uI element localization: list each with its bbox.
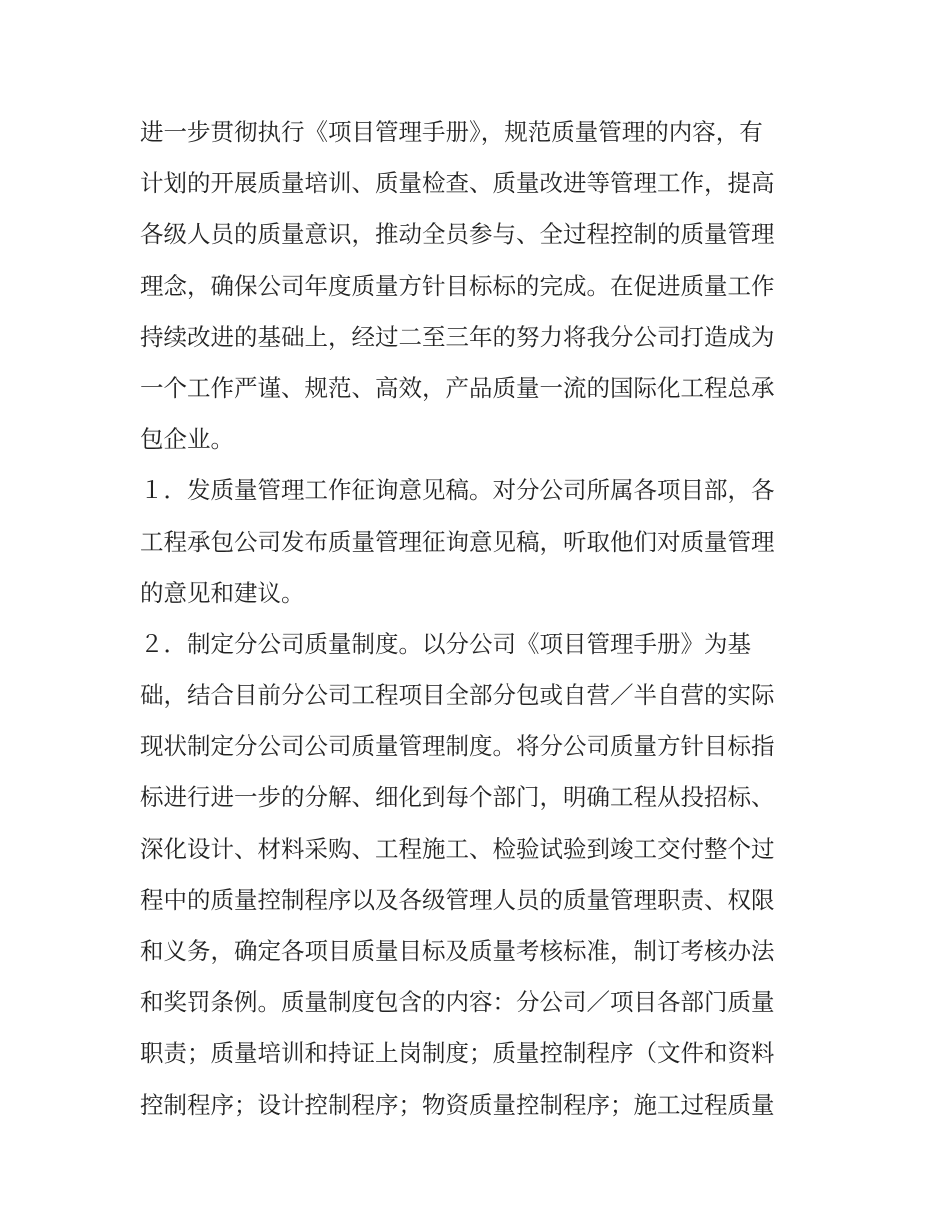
- text-line: 础，结合目前分公司工程项目全部分包或自营／半自营的实际: [140, 681, 775, 710]
- text-line: 和奖罚条例。质量制度包含的内容：分公司／项目各部门质量: [140, 988, 775, 1017]
- text-line: 职责；质量培训和持证上岗制度；质量控制程序（文件和资料: [140, 1039, 775, 1068]
- text-line: 计划的开展质量培训、质量检查、质量改进等管理工作，提高: [140, 169, 775, 198]
- text-line: 一个工作严谨、规范、高效，产品质量一流的国际化工程总承: [140, 373, 775, 402]
- text-line: 进一步贯彻执行《项目管理手册》，规范质量管理的内容，有: [140, 118, 763, 146]
- text-line: 和义务，确定各项目质量目标及质量考核标准，制订考核办法: [140, 937, 775, 965]
- text-line: 控制程序；设计控制程序；物资质量控制程序；施工过程质量: [140, 1090, 775, 1119]
- text-line: 程中的质量控制程序以及各级管理人员的质量管理职责、权限: [140, 885, 775, 914]
- text-line: 标进行进一步的分解、细化到每个部门，明确工程从投招标、: [140, 783, 775, 812]
- text-line: 的意见和建议。: [140, 578, 305, 607]
- text-line: 包企业。: [140, 425, 234, 454]
- document-body: [140, 107, 820, 1131]
- text-line: ２．制定分公司质量制度。以分公司《项目管理手册》为基: [140, 629, 751, 658]
- text-line: 持续改进的基础上，经过二至三年的努力将我分公司打造成为: [140, 322, 775, 351]
- text-line: 各级人员的质量意识，推动全员参与、全过程控制的质量管理: [140, 220, 775, 249]
- text-line: 理念，确保公司年度质量方针目标标的完成。在促进质量工作: [140, 271, 775, 300]
- text-line: １．发质量管理工作征询意见稿。对分公司所属各项目部，各: [140, 476, 775, 505]
- text-line: 现状制定分公司公司质量管理制度。将分公司质量方针目标指: [140, 732, 775, 761]
- text-line: 深化设计、材料采购、工程施工、检验试验到竣工交付整个过: [140, 834, 775, 863]
- text-line: 工程承包公司发布质量管理征询意见稿，听取他们对质量管理: [140, 527, 775, 556]
